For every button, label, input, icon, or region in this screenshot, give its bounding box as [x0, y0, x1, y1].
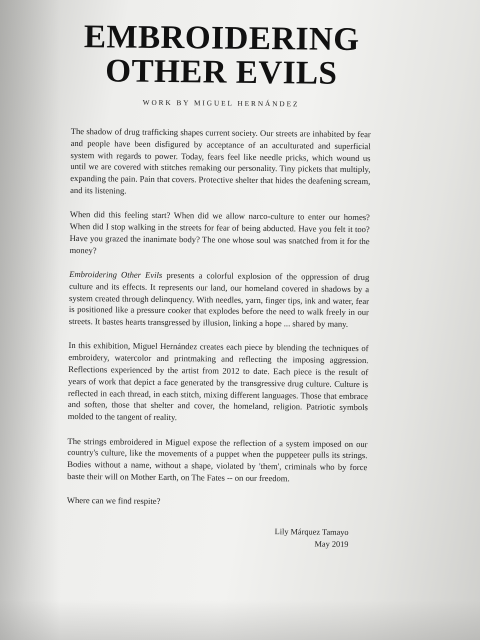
closing-question: Where can we find respite?	[66, 495, 161, 507]
paragraph-4: In this exhibition, Miguel Hernández creates each piece by blending the techniques of embroidery, watercolor and printmaking and reflecting the imposing aggression. Reflections experienced by the artist from 2012 to date. Each piece is the result of years of work that depict a face generated by the transgressive drug culture. Culture is reflected in each thread, in each stitch, mixing different languages. Those that embrace and soften, those that shelter and cover, the homeland, religion. Patriotic symbols molded to the tangent of reality.	[67, 340, 369, 423]
title-line-2: OTHER EVILS	[105, 53, 338, 92]
bottom-shadow	[0, 600, 480, 640]
left-shadow	[0, 0, 60, 640]
paragraph-5: The strings embroidered in Miguel expose the reflection of a system imposed on our country's culture, like the movements of a puppet when the puppeteer pulls its strings. Bodies without a name, without a shape, violated by 'them', criminals who by force baste their will on Mother Earth, on The Fates -- on our freedom.	[67, 435, 368, 484]
paragraph-2: When did this feeling start? When did we allow narco-culture to enter our homes? When did I stop walking in the streets for fear of being abducted. Have you felt it too? Have you grazed the inanimate body? The one whose soul was snatched from it for the money?	[69, 209, 370, 255]
paragraph-3	[69, 269, 370, 331]
paragraph-1: The shadow of drug trafficking shapes current society. Our streets are inhabited by fear and people have been disfigured by acceptance of an acculturated and superficial system with regards to power. Today, fears feel like needle pricks, which wound us until we are covered with stitches remaking our personality. Tiny pickets that multiply, expanding the pain. Pain that covers. Protective shelter that hides the deafening scream, and its listening.	[70, 125, 371, 196]
artist-byline: WORK BY MIGUEL HERNÁNDEZ	[142, 98, 300, 109]
signature-block	[66, 524, 348, 551]
exhibition-title	[71, 20, 372, 91]
work-title-italic: Embroidering Other Evils	[69, 268, 163, 280]
author-name: Lily Márquez Tamayo	[274, 527, 349, 537]
signature-date: May 2019	[314, 539, 349, 549]
exhibition-text	[66, 14, 372, 551]
title-line-1: EMBROIDERING	[83, 19, 360, 59]
paragraph-3-text: presents a colorful explosion of the oppression of drug culture and its effects. It represents our land, our homeland covered in shadows by a system created through delinquency. With needles, yarn, finger tips, ink and water, fear is positioned like a pressure cooker that explodes before the need to walk freely in our streets. It bastes hearts transgressed by illusion, linking a hope ... shared by many.	[68, 269, 370, 330]
